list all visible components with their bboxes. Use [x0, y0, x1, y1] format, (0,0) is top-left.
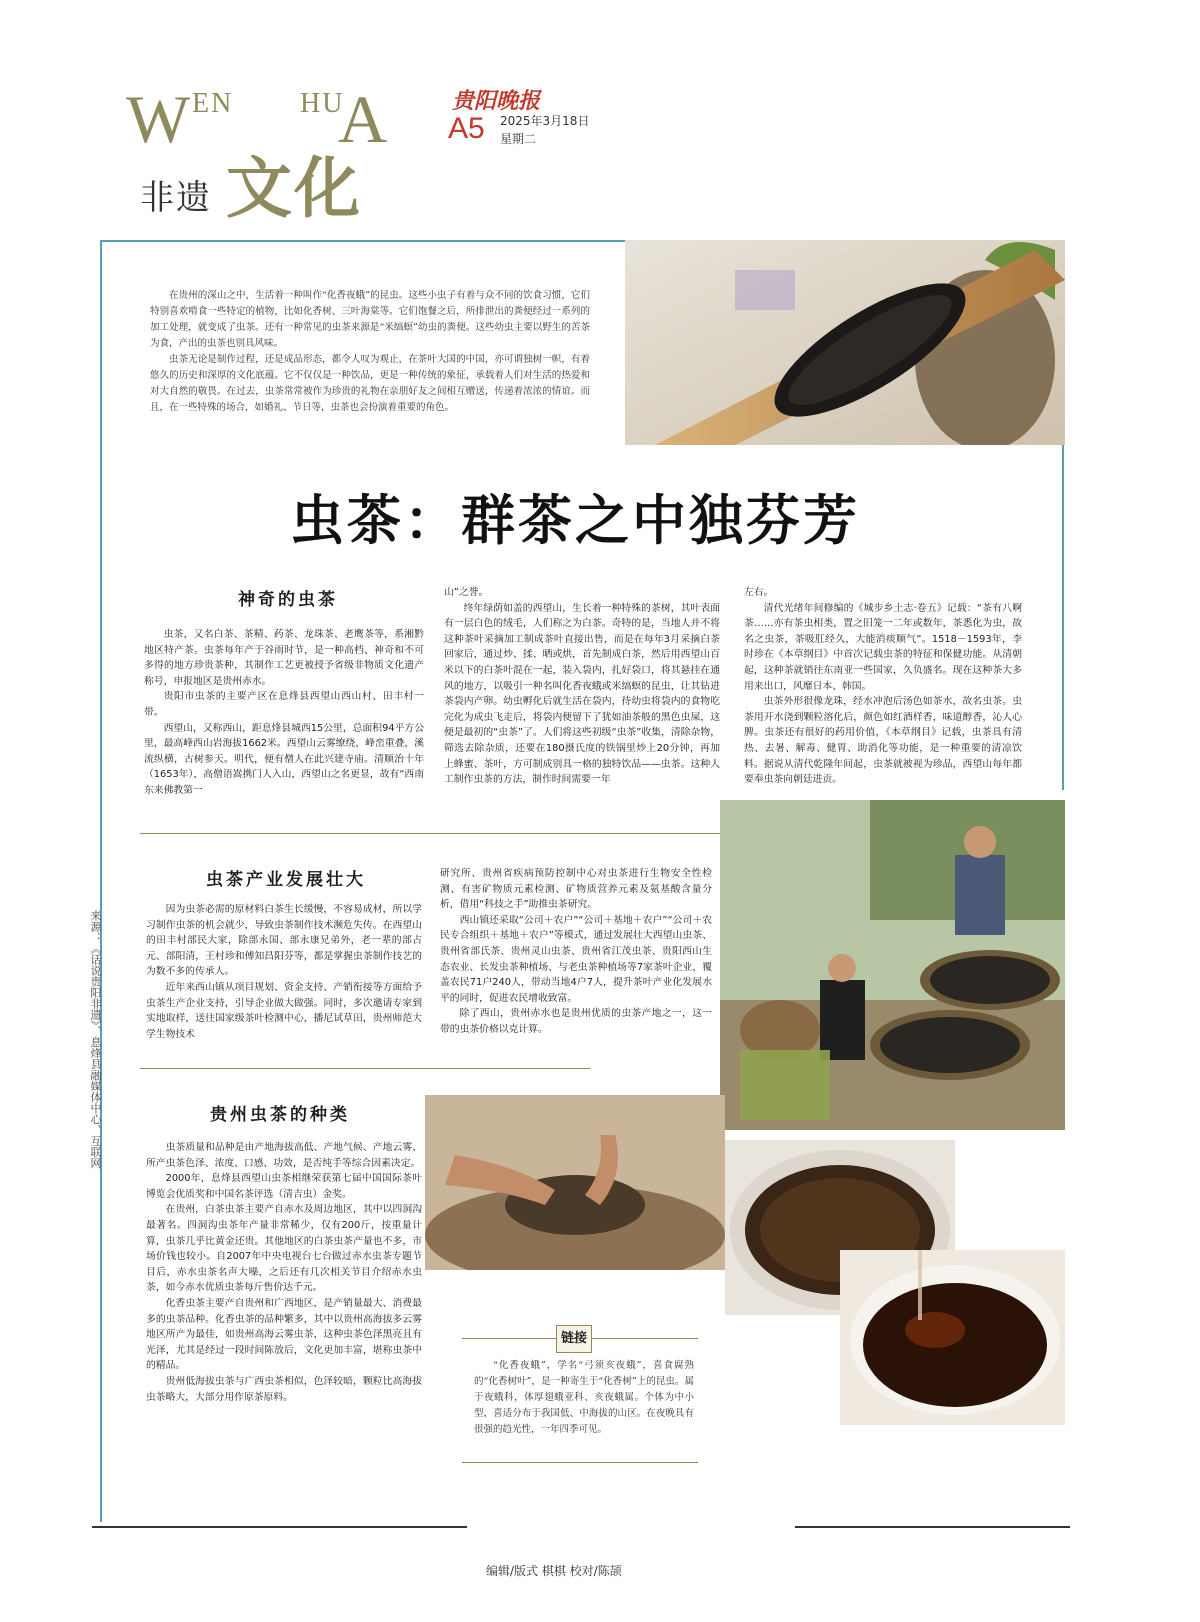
frame-right-line [1062, 440, 1064, 790]
frame-top-line [100, 240, 640, 242]
intro-text [150, 288, 590, 416]
s3c1-paragraph: 虫茶质量和品种是由产地海拔高低、产地气候、产地云雾、所产虫茶色泽、浓度、口感、功效，是否纯手等综合因素决定。 [146, 1142, 422, 1169]
date-text: 2025年3月18日 [500, 114, 590, 128]
s2c1-paragraph: 近年来西山镇从项目规划、资金支持、产销衔接等方面给予虫茶生产企业支持，引导企业做大做强。同时，多次邀请专家到实地取样，送往国家级茶叶检测中心，播尼试草田，贵州师范大学生物技术 [146, 981, 422, 1040]
s1c3-paragraph: 左右。 [744, 587, 774, 598]
s1c1-paragraph: 西望山，又称西山，距息烽县城西15公里，总面积94平方公里，最高峰西山岩海拔1662米。西望山云雾缭绕，峰峦重叠，溪流纵横，古树参天。明代，便有僧人在此兴建寺庙。清顺治十年（1653年），高僧语嵩携门人入山，西望山之名更显，故有“西南东来佛教第一 [144, 722, 424, 796]
link-box-bottom-line [462, 1462, 698, 1463]
weekday-text: 星期二 [500, 132, 537, 146]
link-paragraph: “化香夜蛾”，学名“弓须亥夜蛾”，喜食腐熟的“化香树叶”，是一种寄生于“化香树”上的昆虫。属于夜蛾科，体厚翅蛾亚科、亥夜蛾属。个体为中小型，喜适分布于我国低、中海拔的山区。在夜晚具有很强的趋光性，一年四季可见。 [474, 1360, 694, 1435]
s1c1-paragraph: 贵阳市虫茶的主要产区在息烽县西望山西山村、田丰村一带。 [144, 691, 424, 718]
s3c1-paragraph: 在贵州，白茶虫茶主要产自赤水及周边地区，其中以四洞沟最著名。四洞沟虫茶年产量非常稀少，仅有200斤，按重量计算，虫茶几乎比黄金还贵。其他地区的白茶虫茶产量也不多，市场价钱也较小。自2007年中央电视台七台做过赤水虫茶专题节目后，赤水虫茶名声大噪，之后还有几次相关节目介绍赤水虫茶，如今赤水优质虫茶每斤售价达千元。 [146, 1204, 422, 1294]
s3c1-paragraph: 贵州低海拔虫茶与广西虫茶相似，色泽较暗，颗粒比高海拔虫茶略大，大部分用作原茶原料。 [146, 1375, 422, 1403]
s2-column-1 [146, 902, 422, 1042]
s1c3-paragraph: 虫茶外形很像龙珠，经水冲泡后汤色如茶水，故名虫茶。虫茶用开水浇到颗粒溶化后，颜色如红酒样香，味道醇香，沁人心脾。虫茶还有很好的药用价值，《本草纲目》记载，虫茶具有清热、去暑、解毒、健胃、助消化等功能，是一种重要的清凉饮料。据说从清代乾隆年间起，虫茶就被视为珍品，西望山每年都要奉虫茶向朝廷进贡。 [744, 696, 1022, 786]
farmers-drying-tea-photo [720, 800, 1065, 1130]
footer-credits: 编辑/版式 棋棋 校对/陈颉 [486, 1564, 622, 1578]
frame-left-line [100, 240, 102, 1522]
masthead-letter-w: W [126, 81, 191, 157]
footer-line-right [795, 1526, 1070, 1528]
brewed-tea-cup-photo [840, 1250, 1065, 1425]
masthead-letters-en: EN [192, 88, 234, 119]
s3c1-paragraph: 化香虫茶主要产自贵州和广西地区，是产销量最大、消费最多的虫茶品种。化香虫茶的品种繁多，其中以贵州高海拔多云雾地区所产为最佳，如贵州高海云雾虫茶，这种虫茶色泽黑亮且有光泽，尤其是经过一段时间陈放后，文化更加丰富，堪称虫茶中的精品。 [146, 1297, 422, 1372]
section-title-magic-tea: 神奇的虫茶 [238, 590, 338, 610]
source-note: 来源：《话说贵阳非遗》、息烽县融媒体中心、互联网 [89, 910, 102, 1169]
intro-paragraph: 在贵州的深山之中，生活着一种叫作“化香夜蛾”的昆虫。这些小虫子有着与众不同的饮食习惯，它们特别喜欢啃食一些特定的植物，比如化香树、三叶海棠等。它们饱餐之后，所排泄出的粪便经过一系列的加工处理，就变成了虫茶。还有一种常见的虫茶来源是“米缟螟”幼虫的粪便。这些幼虫主要以野生的苦茶为食，产出的虫茶也别具风味。 [150, 290, 590, 349]
page-number: A5 [448, 112, 485, 145]
footer-line-left [92, 1526, 467, 1528]
link-box-text [474, 1358, 694, 1438]
tea-scoop-photo [625, 240, 1065, 445]
section-divider [140, 1068, 590, 1069]
s1-column-2 [444, 585, 720, 788]
s2c2-paragraph: 研究所、贵州省疾病预防控制中心对虫茶进行生物安全性检测、有害矿物质元素检测、矿物质营养元素及氨基酸含量分析，借用“科技之手”助推虫茶研究。 [440, 868, 712, 911]
s3c1-paragraph: 2000年，息烽县西望山虫茶相继荣获第七届中国国际茶叶博览会优质奖和中国名茶评选（清吉虫）金奖。 [146, 1173, 422, 1200]
section-label-feiyi: 非遗 [140, 178, 212, 218]
section-title-varieties: 贵州虫茶的种类 [210, 1105, 350, 1125]
section-title-industry: 虫茶产业发展壮大 [206, 870, 366, 890]
section-label-wenhua: 文化 [226, 149, 362, 227]
intro-paragraph: 虫茶无论是制作过程，还是成品形态，都令人叹为观止，在茶叶大国的中国，亦可谓独树一帜，有着悠久的历史和深厚的文化底蕴。它不仅仅是一种饮品，更是一种传统的象征，承载着人们对生活的热爱和对大自然的敬畏。在过去，虫茶常常被作为珍贵的礼物在亲朋好友之间相互赠送，传递着浓浓的情谊。而且，在一些特殊的场合，如婚礼、节日等，虫茶也会扮演着重要的角色。 [150, 354, 590, 413]
s1c1-paragraph: 虫茶，又名白茶、茶精、药茶、龙珠茶、老鹰茶等，系湘黔地区特产茶。虫茶每年产于谷雨时节，是一种高档、神奇和不可多得的地方珍贵茶种，其制作工艺更被授予省级非物质文化遗产称号，申报地区是贵州赤水。 [144, 629, 424, 687]
page-headline: 虫茶：群茶之中独芬芳 [290, 489, 860, 552]
masthead-letters-hu: HU [300, 88, 345, 119]
s1c2-paragraph: 山”之誉。 [444, 587, 489, 598]
issue-date [500, 112, 589, 148]
link-box-title: 链接 [556, 1325, 592, 1353]
s2c2-paragraph: 西山镇还采取“公司＋农户”“公司＋基地＋农户”“公司＋农民专合组织＋基地＋农户”等模式，通过发展壮大西望山虫茶、贵州省部氏茶、贵州灵山虫茶、贵州省江茂虫茶、贵阳西山生态农业、长发虫茶种植场、与老虫茶种植场等7家茶叶企业，覆盖农民71户240人，带动当地4户7人，提升茶叶产业化发展水平的同时，促进农民增收致富。 [440, 914, 712, 1004]
s2c1-paragraph: 因为虫茶必需的原材料白茶生长缓慢，不容易成材，所以学习制作虫茶的机会就少，导致虫茶制作技术濒危失传。在西望山的田丰村部民大家，除部永国、部永康兄弟外，老一辈的部占元、部阳清，王村珍和傅知昌阳芬等，都是掌握虫茶制作技艺的为数不多的传承人。 [146, 904, 422, 978]
s1c3-paragraph: 清代光绪年间修编的《城步乡土志·卷五》记载：“茶有八啊茶……亦有茶虫相类，置之旧笼一二年或数年，茶悉化为虫，故名之虫茶，茶吸肛经久，大能消痰顺气”。1518－1593年，李时珍在《本草纲目》中首次记载虫茶的特征和保健功能。从清朝起，这种茶就销往东南亚一些国家，久负盛名。现在这种茶大多用来出口，风靡日本、韩国。 [744, 602, 1022, 692]
s1-column-1 [144, 627, 424, 799]
s3-column-1 [146, 1140, 422, 1405]
s2c2-paragraph: 除了西山，贵州赤水也是贵州优质的虫茶产地之一，这一带的虫茶价格以克计算。 [440, 1008, 712, 1035]
s1-column-3 [744, 585, 1022, 788]
s2-column-2 [440, 866, 712, 1038]
newspaper-logo: 贵阳晚报 [452, 88, 541, 114]
masthead-letter-a: A [338, 81, 388, 157]
hands-sorting-tea-photo [425, 1095, 725, 1270]
s1c2-paragraph: 终年绿荫如盖的西望山，生长着一种特殊的茶树，其叶表面有一层白色的绒毛，人们称之为白茶。奇特的是，当地人并不将这种茶叶采摘加工制成茶叶直接出售，而是在每年3月采摘白茶回家后，通过炒、揉、晒或烘，首先制成白茶，然后用西望山百米以下的白茶叶混在一起，装入袋内，扎好袋口，将其悬挂在通风的地方，以吸引一种名叫化香夜蛾或米缟螟的昆虫，让其钻进茶袋内产卵。幼虫孵化后就生活在袋内，待幼虫将袋内的食物吃完化为成虫飞走后，将袋内便留下了犹如油茶般的黑色虫屎，这便是最初的“虫茶”了。人们将这些初级“虫茶”收集，清除杂物，筛选去除杂质，还要在180摄氏度的铁锅里炒上20分钟，再加上蜂蜜、茶叶，方可制成别具一格的独特饮品——虫茶。这种人工制作虫茶的方法，制作时间需要一年 [444, 602, 720, 786]
